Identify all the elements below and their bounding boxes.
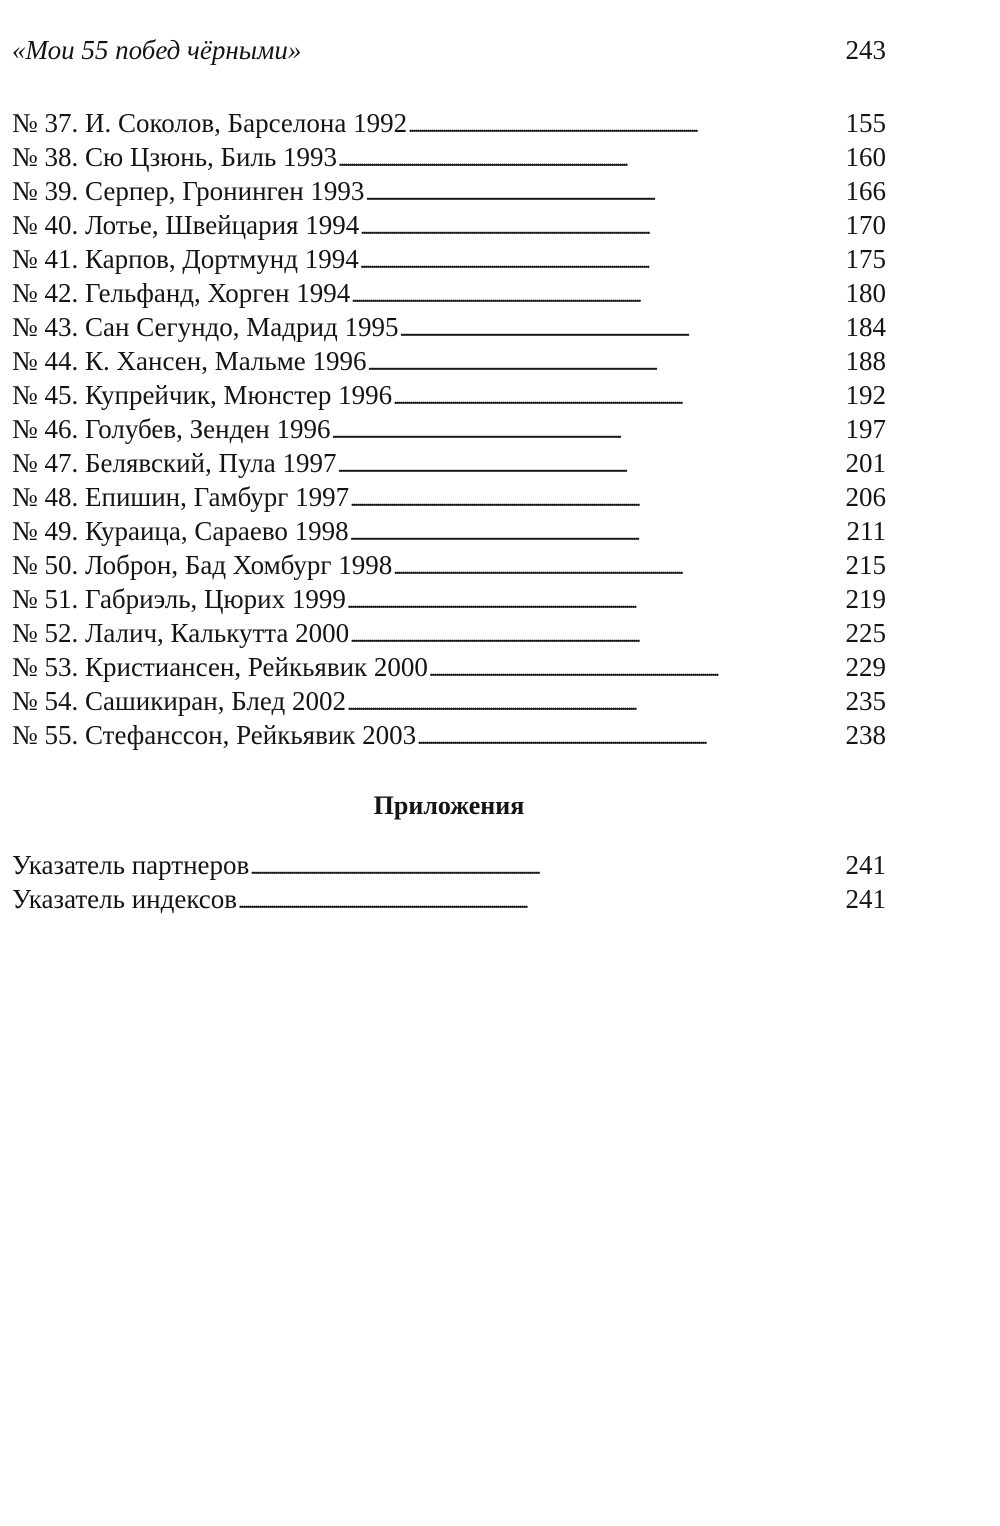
entry-page-number: 155 [845, 108, 886, 138]
dot-leader [351, 279, 844, 313]
entry-title: № 44. К. Хансен, Мальме 1996 [12, 346, 367, 376]
game-toc-entry [12, 446, 886, 480]
book-title: «Мои 55 побед чёрными» [12, 35, 302, 65]
appendix-toc-entry [12, 848, 886, 882]
game-toc-entry [12, 718, 886, 752]
running-head [12, 30, 886, 70]
page-number: 243 [845, 35, 886, 65]
entry-title: № 42. Гельфанд, Хорген 1994 [12, 278, 351, 308]
entry-page-number: 229 [845, 652, 886, 682]
game-toc-entry [12, 412, 886, 446]
entry-title: № 40. Лотье, Швейцария 1994 [12, 210, 360, 240]
dot-leader [429, 653, 845, 687]
entry-title: № 46. Голубев, Зенден 1996 [12, 414, 331, 444]
entry-title: Указатель партнеров [12, 850, 250, 880]
entry-title: № 39. Серпер, Гронинген 1993 [12, 176, 365, 206]
entry-page-number: 235 [845, 686, 886, 716]
entry-page-number: 206 [845, 482, 886, 512]
entry-title: № 51. Габриэль, Цюрих 1999 [12, 584, 346, 614]
dot-leader [350, 517, 846, 551]
entry-page-number: 188 [845, 346, 886, 376]
games-toc-list [12, 106, 886, 752]
entry-title: № 45. Купрейчик, Мюнстер 1996 [12, 380, 393, 410]
appendix-toc-list [12, 848, 886, 916]
game-toc-entry [12, 616, 886, 650]
game-toc-entry [12, 548, 886, 582]
dot-leader [360, 245, 845, 279]
appendix-heading: Приложения [373, 791, 525, 820]
entry-page-number: 241 [845, 850, 886, 880]
dot-leader [360, 211, 844, 245]
game-toc-entry [12, 242, 886, 276]
game-toc-entry [12, 378, 886, 412]
entry-page-number: 241 [845, 884, 886, 914]
dot-leader [350, 619, 844, 653]
entry-title: № 50. Лоброн, Бад Хомбург 1998 [12, 550, 393, 580]
entry-title: № 41. Карпов, Дортмунд 1994 [12, 244, 359, 274]
dot-leader [368, 347, 845, 381]
entry-page-number: 160 [845, 142, 886, 172]
entry-page-number: 225 [845, 618, 886, 648]
dot-leader [347, 585, 845, 619]
dot-leader [393, 381, 844, 415]
dot-leader [417, 721, 844, 755]
entry-page-number: 215 [845, 550, 886, 580]
entry-title: № 47. Белявский, Пула 1997 [12, 448, 337, 478]
entry-title: № 37. И. Соколов, Барселона 1992 [12, 108, 408, 138]
entry-title: № 54. Сашикиран, Блед 2002 [12, 686, 346, 716]
dot-leader [250, 851, 844, 885]
game-toc-entry [12, 276, 886, 310]
entry-title: № 43. Сан Сегундо, Мадрид 1995 [12, 312, 399, 342]
entry-page-number: 219 [845, 584, 886, 614]
dot-leader [408, 109, 844, 143]
game-toc-entry [12, 310, 886, 344]
game-toc-entry [12, 174, 886, 208]
entry-page-number: 184 [845, 312, 886, 342]
dot-leader [350, 483, 844, 517]
dot-leader [365, 177, 844, 211]
entry-page-number: 201 [845, 448, 886, 478]
entry-page-number: 180 [845, 278, 886, 308]
game-toc-entry [12, 684, 886, 718]
game-toc-entry [12, 106, 886, 140]
entry-title: № 38. Сю Цзюнь, Биль 1993 [12, 142, 338, 172]
dot-leader [238, 885, 844, 919]
appendix-toc-entry [12, 882, 886, 916]
game-toc-entry [12, 480, 886, 514]
game-toc-entry [12, 582, 886, 616]
entry-title: № 49. Кураица, Сараево 1998 [12, 516, 349, 546]
game-toc-entry [12, 650, 886, 684]
entry-page-number: 170 [845, 210, 886, 240]
dot-leader [393, 551, 844, 585]
entry-title: Указатель индексов [12, 884, 238, 914]
entry-page-number: 166 [845, 176, 886, 206]
dot-leader [399, 313, 844, 347]
entry-page-number: 192 [845, 380, 886, 410]
game-toc-entry [12, 344, 886, 378]
entry-title: № 52. Лалич, Калькутта 2000 [12, 618, 350, 648]
dot-leader [347, 687, 845, 721]
entry-title: № 55. Стефанссон, Рейкьявик 2003 [12, 720, 417, 750]
entry-title: № 48. Епишин, Гамбург 1997 [12, 482, 350, 512]
entry-page-number: 238 [845, 720, 886, 750]
entry-page-number: 211 [846, 516, 886, 546]
entry-page-number: 197 [845, 414, 886, 444]
entry-page-number: 175 [845, 244, 886, 274]
game-toc-entry [12, 514, 886, 548]
dot-leader [338, 143, 844, 177]
dot-leader [332, 415, 845, 449]
game-toc-entry [12, 208, 886, 242]
entry-title: № 53. Кристиансен, Рейкьявик 2000 [12, 652, 428, 682]
game-toc-entry [12, 140, 886, 174]
dot-leader [338, 449, 845, 483]
